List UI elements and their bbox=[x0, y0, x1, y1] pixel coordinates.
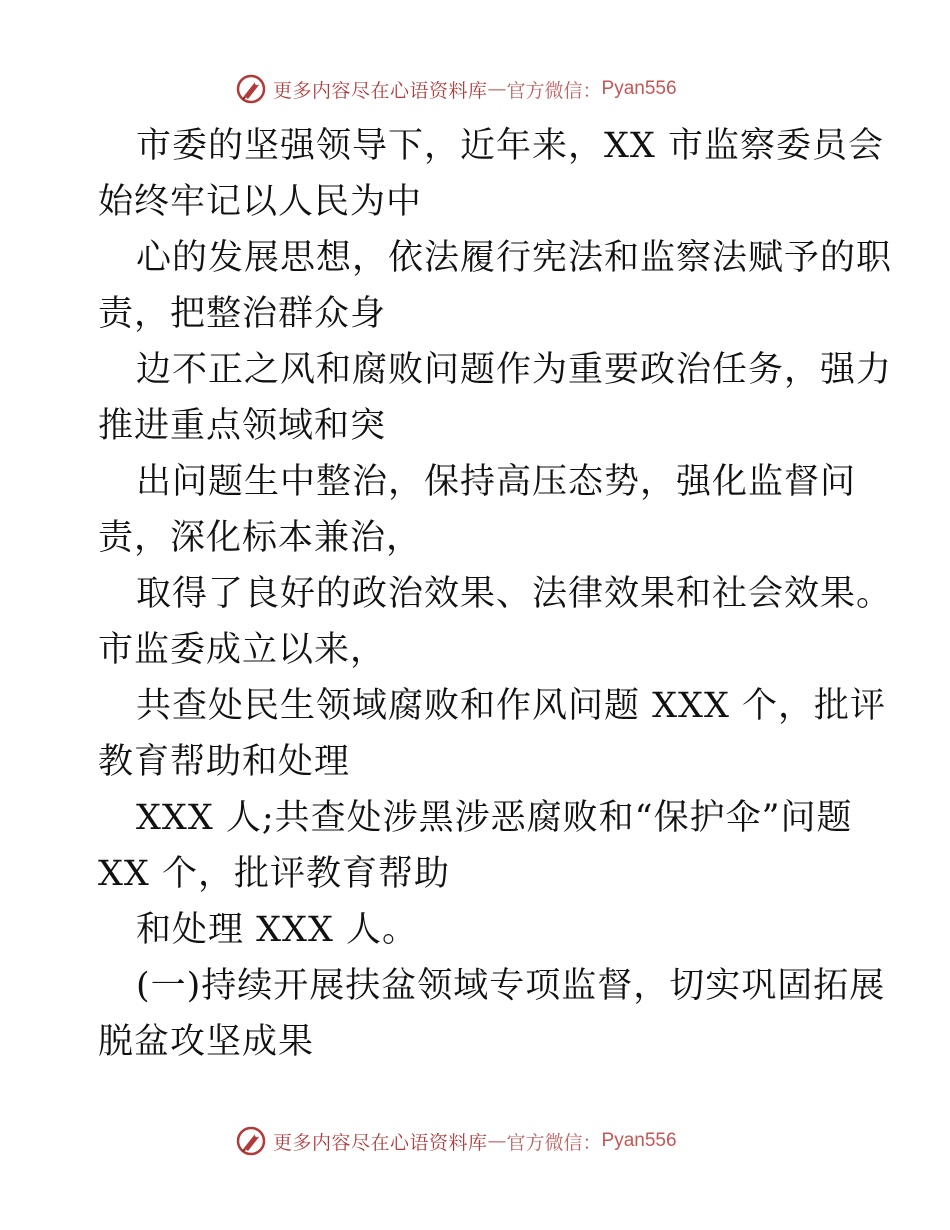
body-line: 取得了良好的政治效果、法律效果和社会效果。 bbox=[136, 574, 893, 614]
watermark-wechat-id: Pyan556 bbox=[601, 78, 677, 99]
body-line: 责，深化标本兼治， bbox=[98, 518, 423, 558]
body-line: 教育帮助和处理 bbox=[98, 742, 351, 782]
watermark-banner-bottom bbox=[235, 1124, 677, 1158]
body-line: 推进重点领域和突 bbox=[98, 406, 387, 446]
watermark-text: 更多内容尽在心语资料库 bbox=[273, 79, 488, 102]
watermark-wechat-label: 官方微信： bbox=[506, 79, 602, 102]
pen-logo-icon bbox=[235, 1125, 267, 1157]
body-line: 和处理 XXX 人。 bbox=[136, 910, 419, 950]
body-line: XXX 人;共查处涉黑涉恶腐败和“保护伞”问题 bbox=[136, 798, 853, 838]
body-line: 始终牢记以人民为中 bbox=[98, 182, 423, 222]
body-line: 边不正之风和腐败问题作为重要政治任务，强力 bbox=[136, 350, 893, 390]
body-line: 市委的坚强领导下，近年来，XX 市监察委员会 bbox=[136, 126, 884, 166]
watermark-dash: — bbox=[487, 78, 507, 100]
watermark-wechat-id: Pyan556 bbox=[601, 1130, 677, 1151]
watermark-wechat-label: 官方微信： bbox=[506, 1131, 602, 1154]
body-line: 共查处民生领域腐败和作风问题 XXX 个，批评 bbox=[136, 686, 887, 726]
body-line: XX 个，批评教育帮助 bbox=[98, 854, 450, 894]
body-line: 出问题生中整治，保持高压态势，强化监督问 bbox=[136, 462, 857, 502]
section-heading-cont: 脱盆攻坚成果 bbox=[98, 1022, 315, 1062]
watermark-dash: — bbox=[487, 1130, 507, 1152]
body-line: 心的发展思想，依法履行宪法和监察法赋予的职 bbox=[136, 238, 893, 278]
body-line: 市监委成立以来， bbox=[98, 630, 387, 670]
watermark-text: 更多内容尽在心语资料库 bbox=[273, 1131, 488, 1154]
pen-logo-icon bbox=[235, 73, 267, 105]
section-heading: (一)持续开展扶盆领域专项监督，切实巩固拓展 bbox=[136, 966, 886, 1006]
body-line: 责，把整治群众身 bbox=[98, 294, 387, 334]
watermark-banner-top bbox=[235, 72, 677, 106]
document-body bbox=[98, 118, 893, 1070]
